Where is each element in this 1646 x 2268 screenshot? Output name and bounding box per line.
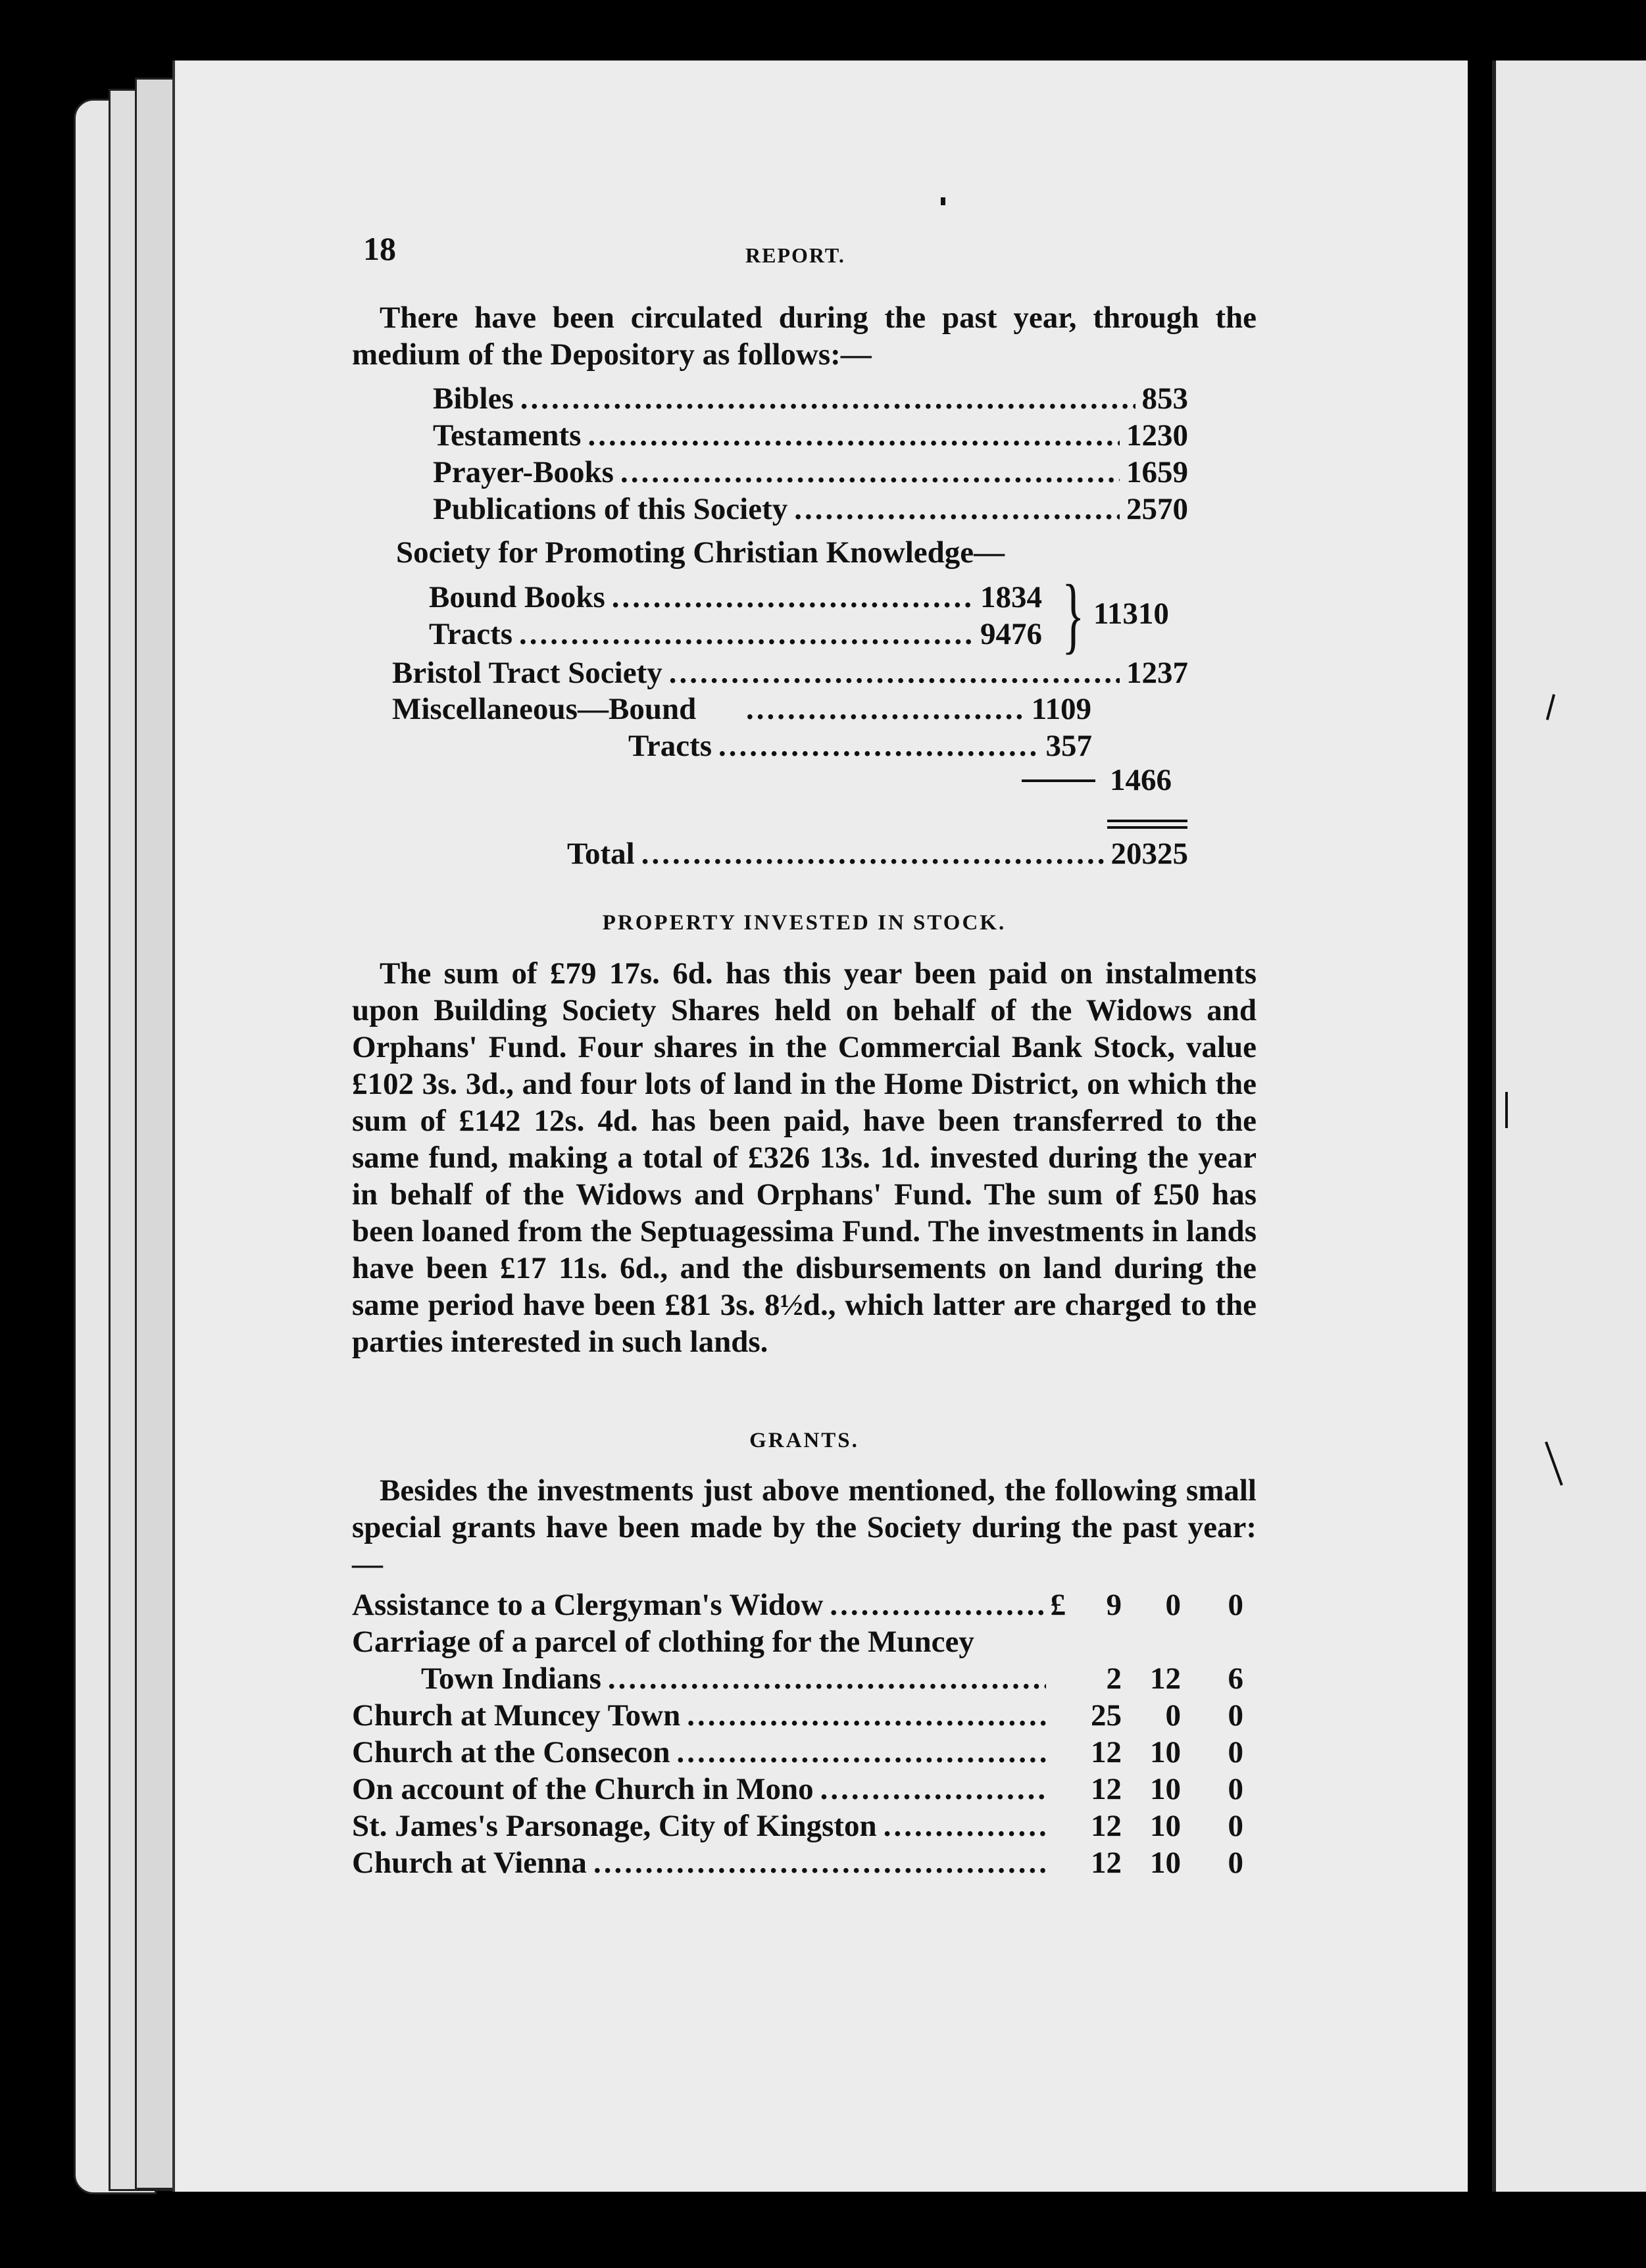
list-item [392,654,1188,691]
leader-dots [620,454,1120,491]
amount: 12 10 0 [1091,1772,1243,1806]
item-value: 853 [1141,382,1188,416]
misc-tracts-value: 357 [1045,729,1092,763]
item-label: Bristol Tract Society [392,656,662,690]
amount: 2 12 6 [1106,1662,1243,1696]
depository-intro: There have been circulated during the past year, through the medium of the Depository as follows:— [352,301,1257,372]
total-rule [1107,826,1187,829]
item-value: 1237 [1126,656,1188,690]
item-value: 1230 [1126,418,1188,453]
leader-dots [669,654,1120,691]
list-item [628,727,1092,764]
total-label: Total [567,837,635,871]
section-heading: GRANTS. [749,1429,859,1452]
total-rule [1107,820,1187,822]
leader-dots [587,417,1120,454]
list-item [433,454,1188,491]
item-label: Bibles [433,382,514,416]
item-label: Church at Muncey Town [352,1698,681,1733]
running-title: REPORT. [745,243,845,267]
leader-dots [612,579,974,616]
currency-sign: £ [1050,1588,1066,1622]
item-label: Church at the Consecon [352,1735,670,1769]
page-number: 18 [363,230,396,267]
list-item [433,417,1188,454]
facing-page-edge [1492,61,1646,2192]
item-label: On account of the Church in Mono [352,1772,814,1806]
amount: 9 0 0 [1106,1588,1243,1622]
item-label: Bound Books [429,580,605,614]
leader-dots [641,835,1105,872]
total-row [567,835,1188,872]
leader-dots [608,1660,1046,1697]
brace-mark: } [1062,568,1085,662]
item-value: 1834 [980,580,1042,614]
list-item [352,1734,1053,1771]
list-item [429,579,1042,616]
item-label: Publications of this Society [433,492,788,526]
list-item [352,1587,1066,1623]
item-label-cont: Town Indians [421,1662,601,1696]
leader-dots [794,491,1120,528]
leader-dots [718,727,1039,764]
item-label: Tracts [429,617,513,651]
amount: 12 10 0 [1091,1735,1243,1769]
item-label: Tracts [628,729,712,763]
item-label: Prayer-Books [433,455,614,489]
leader-dots [746,691,1025,727]
list-item [433,380,1188,417]
amount: 12 10 0 [1091,1846,1243,1880]
leader-dots [520,380,1135,417]
amount: 25 0 0 [1091,1698,1243,1733]
misc-bound-value: 1109 [1031,692,1091,726]
list-item [421,1660,1053,1697]
leader-dots [677,1734,1046,1771]
item-value: 2570 [1126,492,1188,526]
grants-intro: Besides the investments just above mentioned, the following small special grants have been made by the Society during the past year:— [352,1473,1257,1581]
misc-label: Miscellaneous—Bound [392,692,697,726]
total-value: 20325 [1110,837,1188,871]
item-label: Assistance to a Clergyman's Widow [352,1588,824,1622]
ink-speck [941,197,945,205]
leader-dots [830,1587,1043,1623]
leader-dots [687,1697,1046,1734]
item-label: Testaments [433,418,582,453]
list-item [429,616,1042,653]
bleed-mark [1505,1092,1508,1128]
leader-dots [593,1844,1046,1881]
spck-heading: Society for Promoting Christian Knowledge— [396,535,1005,570]
list-item [352,1697,1053,1734]
item-label: Carriage of a parcel of clothing for the Muncey [352,1625,974,1659]
list-item [352,1844,1053,1881]
section-heading: PROPERTY INVESTED IN STOCK. [602,911,1007,935]
list-item [739,691,1091,727]
leader-dots [884,1808,1046,1844]
misc-total: 1466 [1110,763,1172,797]
list-item [352,1808,1053,1844]
list-item [433,491,1188,528]
item-label: Church at Vienna [352,1846,587,1880]
sum-rule [1022,779,1095,782]
leader-dots [820,1771,1046,1808]
leader-dots [519,616,974,653]
amount: 12 10 0 [1091,1809,1243,1843]
property-paragraph: The sum of £79 17s. 6d. has this year been paid on instalments upon Building Society Shares held on behalf of the Widows and Orphans' Fund. Four shares in the Commercial Bank Stock, value £102 3s. 3d., and four lots of land in the Home District, on which the sum of £142 12s. 4d. has been paid, have been transferred to the same fund, making a total of £326 13s. 1d. invested during the year in behalf of the Widows and Orphans' Fund. The sum of £50 has been loaned from the Septuagessima Fund. The investments in lands have been £17 11s. 6d., and the disbursements on land during the same period have been £81 3s. 8½d., which latter are charged to the parties interested in such lands. [352,956,1257,1359]
item-label: St. James's Parsonage, City of Kingston [352,1809,877,1843]
item-value: 9476 [980,617,1042,651]
item-value: 1659 [1126,455,1188,489]
list-item [352,1771,1053,1808]
spck-total: 11310 [1093,597,1169,631]
